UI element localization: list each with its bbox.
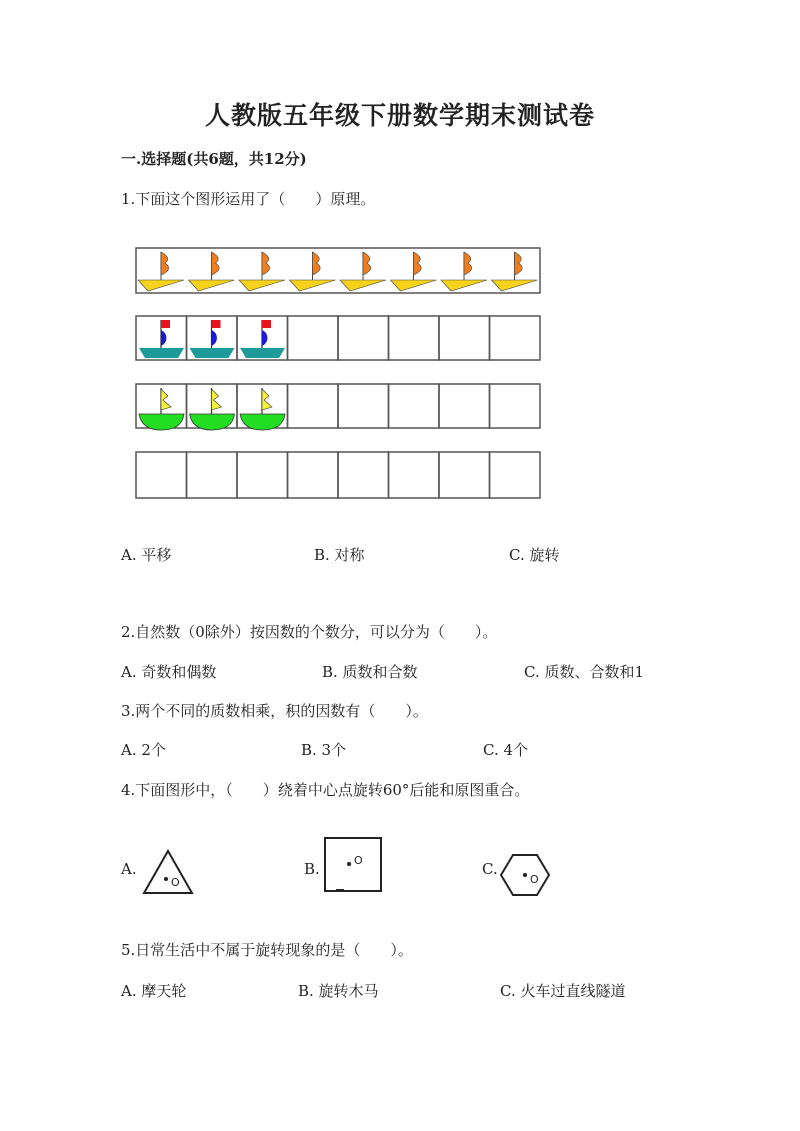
red-flag bbox=[262, 320, 271, 328]
grid-cell bbox=[136, 452, 187, 498]
center-point bbox=[347, 862, 351, 866]
row-2-boat-grid bbox=[136, 316, 540, 360]
red-flag bbox=[212, 320, 221, 328]
question-3-stem: 3.两个不同的质数相乘，积的因数有（ ）。 bbox=[121, 702, 428, 720]
flag-motif bbox=[189, 252, 235, 291]
q2-option-c[interactable]: C. 质数、合数和1 bbox=[524, 663, 645, 681]
yellow-triangle bbox=[138, 280, 184, 291]
yellow-triangle bbox=[340, 280, 386, 291]
grid-cell bbox=[389, 316, 440, 360]
orange-flag bbox=[515, 252, 523, 275]
triangle-shape bbox=[144, 851, 192, 893]
grid-cell bbox=[237, 452, 288, 498]
orange-flag bbox=[363, 252, 371, 275]
q4-option-b[interactable]: B. bbox=[304, 860, 320, 878]
square-shape bbox=[325, 838, 381, 891]
grid-cell bbox=[490, 316, 541, 360]
orange-flag bbox=[262, 252, 270, 275]
q1-option-b[interactable]: B. 对称 bbox=[314, 546, 365, 564]
flag-motif bbox=[391, 252, 437, 291]
center-point-label: O bbox=[171, 876, 180, 889]
q1-option-a[interactable]: A. 平移 bbox=[121, 546, 172, 564]
q4-triangle-figure[interactable] bbox=[140, 846, 220, 898]
yellow-flag bbox=[212, 389, 222, 410]
green-boat-motif bbox=[190, 388, 235, 430]
flag-motif bbox=[492, 252, 538, 291]
q4-option-a[interactable]: A. bbox=[121, 860, 137, 878]
grid-cell bbox=[389, 384, 440, 428]
grid-cell bbox=[490, 452, 541, 498]
flag-motif bbox=[239, 252, 285, 291]
blue-sail bbox=[212, 330, 217, 346]
yellow-triangle bbox=[391, 280, 437, 291]
sailboat-motif bbox=[190, 320, 235, 358]
red-flag bbox=[161, 320, 170, 328]
orange-flag bbox=[464, 252, 472, 275]
flag-motif bbox=[138, 252, 184, 291]
question-1-stem: 1.下面这个图形运用了（ ）原理。 bbox=[121, 190, 376, 208]
q3-option-b[interactable]: B. 3个 bbox=[301, 741, 347, 759]
grid-cell bbox=[288, 452, 339, 498]
green-boat-motif bbox=[240, 388, 285, 430]
grid-cell bbox=[338, 384, 389, 428]
q5-option-c[interactable]: C. 火车过直线隧道 bbox=[500, 982, 626, 1000]
teal-hull bbox=[139, 348, 184, 358]
q5-option-b[interactable]: B. 旋转木马 bbox=[298, 982, 379, 1000]
center-point-label: O bbox=[530, 873, 539, 886]
row-4-empty-grid bbox=[136, 452, 540, 498]
yellow-triangle bbox=[441, 280, 487, 291]
yellow-triangle bbox=[239, 280, 285, 291]
square-marker bbox=[336, 889, 344, 892]
row-1-flag-strip bbox=[136, 248, 540, 293]
flag-motif bbox=[441, 252, 487, 291]
center-point-label: O bbox=[354, 854, 363, 867]
yellow-flag bbox=[161, 389, 171, 410]
blue-sail bbox=[262, 330, 267, 346]
q2-option-a[interactable]: A. 奇数和偶数 bbox=[121, 663, 217, 681]
yellow-triangle bbox=[492, 280, 538, 291]
center-point bbox=[164, 877, 168, 881]
q4-option-c[interactable]: C. bbox=[482, 860, 498, 878]
q1-option-c[interactable]: C. 旋转 bbox=[509, 546, 560, 564]
sailboat-motif bbox=[240, 320, 285, 358]
teal-hull bbox=[190, 348, 235, 358]
center-point bbox=[523, 873, 527, 877]
row-3-boat-grid bbox=[136, 384, 540, 430]
yellow-flag bbox=[262, 389, 272, 410]
section-heading: 一.选择题(共6题，共12分) bbox=[121, 150, 307, 168]
flag-motif bbox=[340, 252, 386, 291]
q2-option-b[interactable]: B. 质数和合数 bbox=[322, 663, 418, 681]
grid-cell bbox=[439, 452, 490, 498]
grid-cell bbox=[389, 452, 440, 498]
yellow-triangle bbox=[189, 280, 235, 291]
q1-pattern-figure bbox=[130, 244, 544, 504]
orange-flag bbox=[161, 252, 169, 275]
grid-cell bbox=[338, 452, 389, 498]
q3-option-a[interactable]: A. 2个 bbox=[121, 741, 166, 759]
blue-sail bbox=[161, 330, 166, 346]
orange-flag bbox=[414, 252, 422, 275]
sailboat-motif bbox=[139, 320, 184, 358]
grid-cell bbox=[490, 384, 541, 428]
q3-option-c[interactable]: C. 4个 bbox=[483, 741, 529, 759]
flag-motif bbox=[290, 252, 336, 291]
q5-option-a[interactable]: A. 摩天轮 bbox=[121, 982, 187, 1000]
green-boat-motif bbox=[139, 388, 184, 430]
question-4-stem: 4.下面图形中，（ ）绕着中心点旋转60°后能和原图重合。 bbox=[121, 781, 530, 799]
orange-flag bbox=[313, 252, 321, 275]
question-2-stem: 2.自然数（0除外）按因数的个数分，可以分为（ ）。 bbox=[121, 623, 498, 641]
orange-flag bbox=[212, 252, 220, 275]
yellow-triangle bbox=[290, 280, 336, 291]
grid-cell bbox=[338, 316, 389, 360]
q4-square-figure[interactable] bbox=[322, 836, 386, 896]
grid-cell bbox=[187, 452, 238, 498]
grid-cell bbox=[288, 384, 339, 428]
q4-hexagon-figure[interactable] bbox=[500, 852, 556, 898]
grid-cell bbox=[288, 316, 339, 360]
grid-cell bbox=[439, 384, 490, 428]
page-title: 人教版五年级下册数学期末测试卷 bbox=[204, 101, 595, 130]
question-5-stem: 5.日常生活中不属于旋转现象的是（ ）。 bbox=[121, 941, 413, 959]
teal-hull bbox=[240, 348, 285, 358]
grid-cell bbox=[439, 316, 490, 360]
